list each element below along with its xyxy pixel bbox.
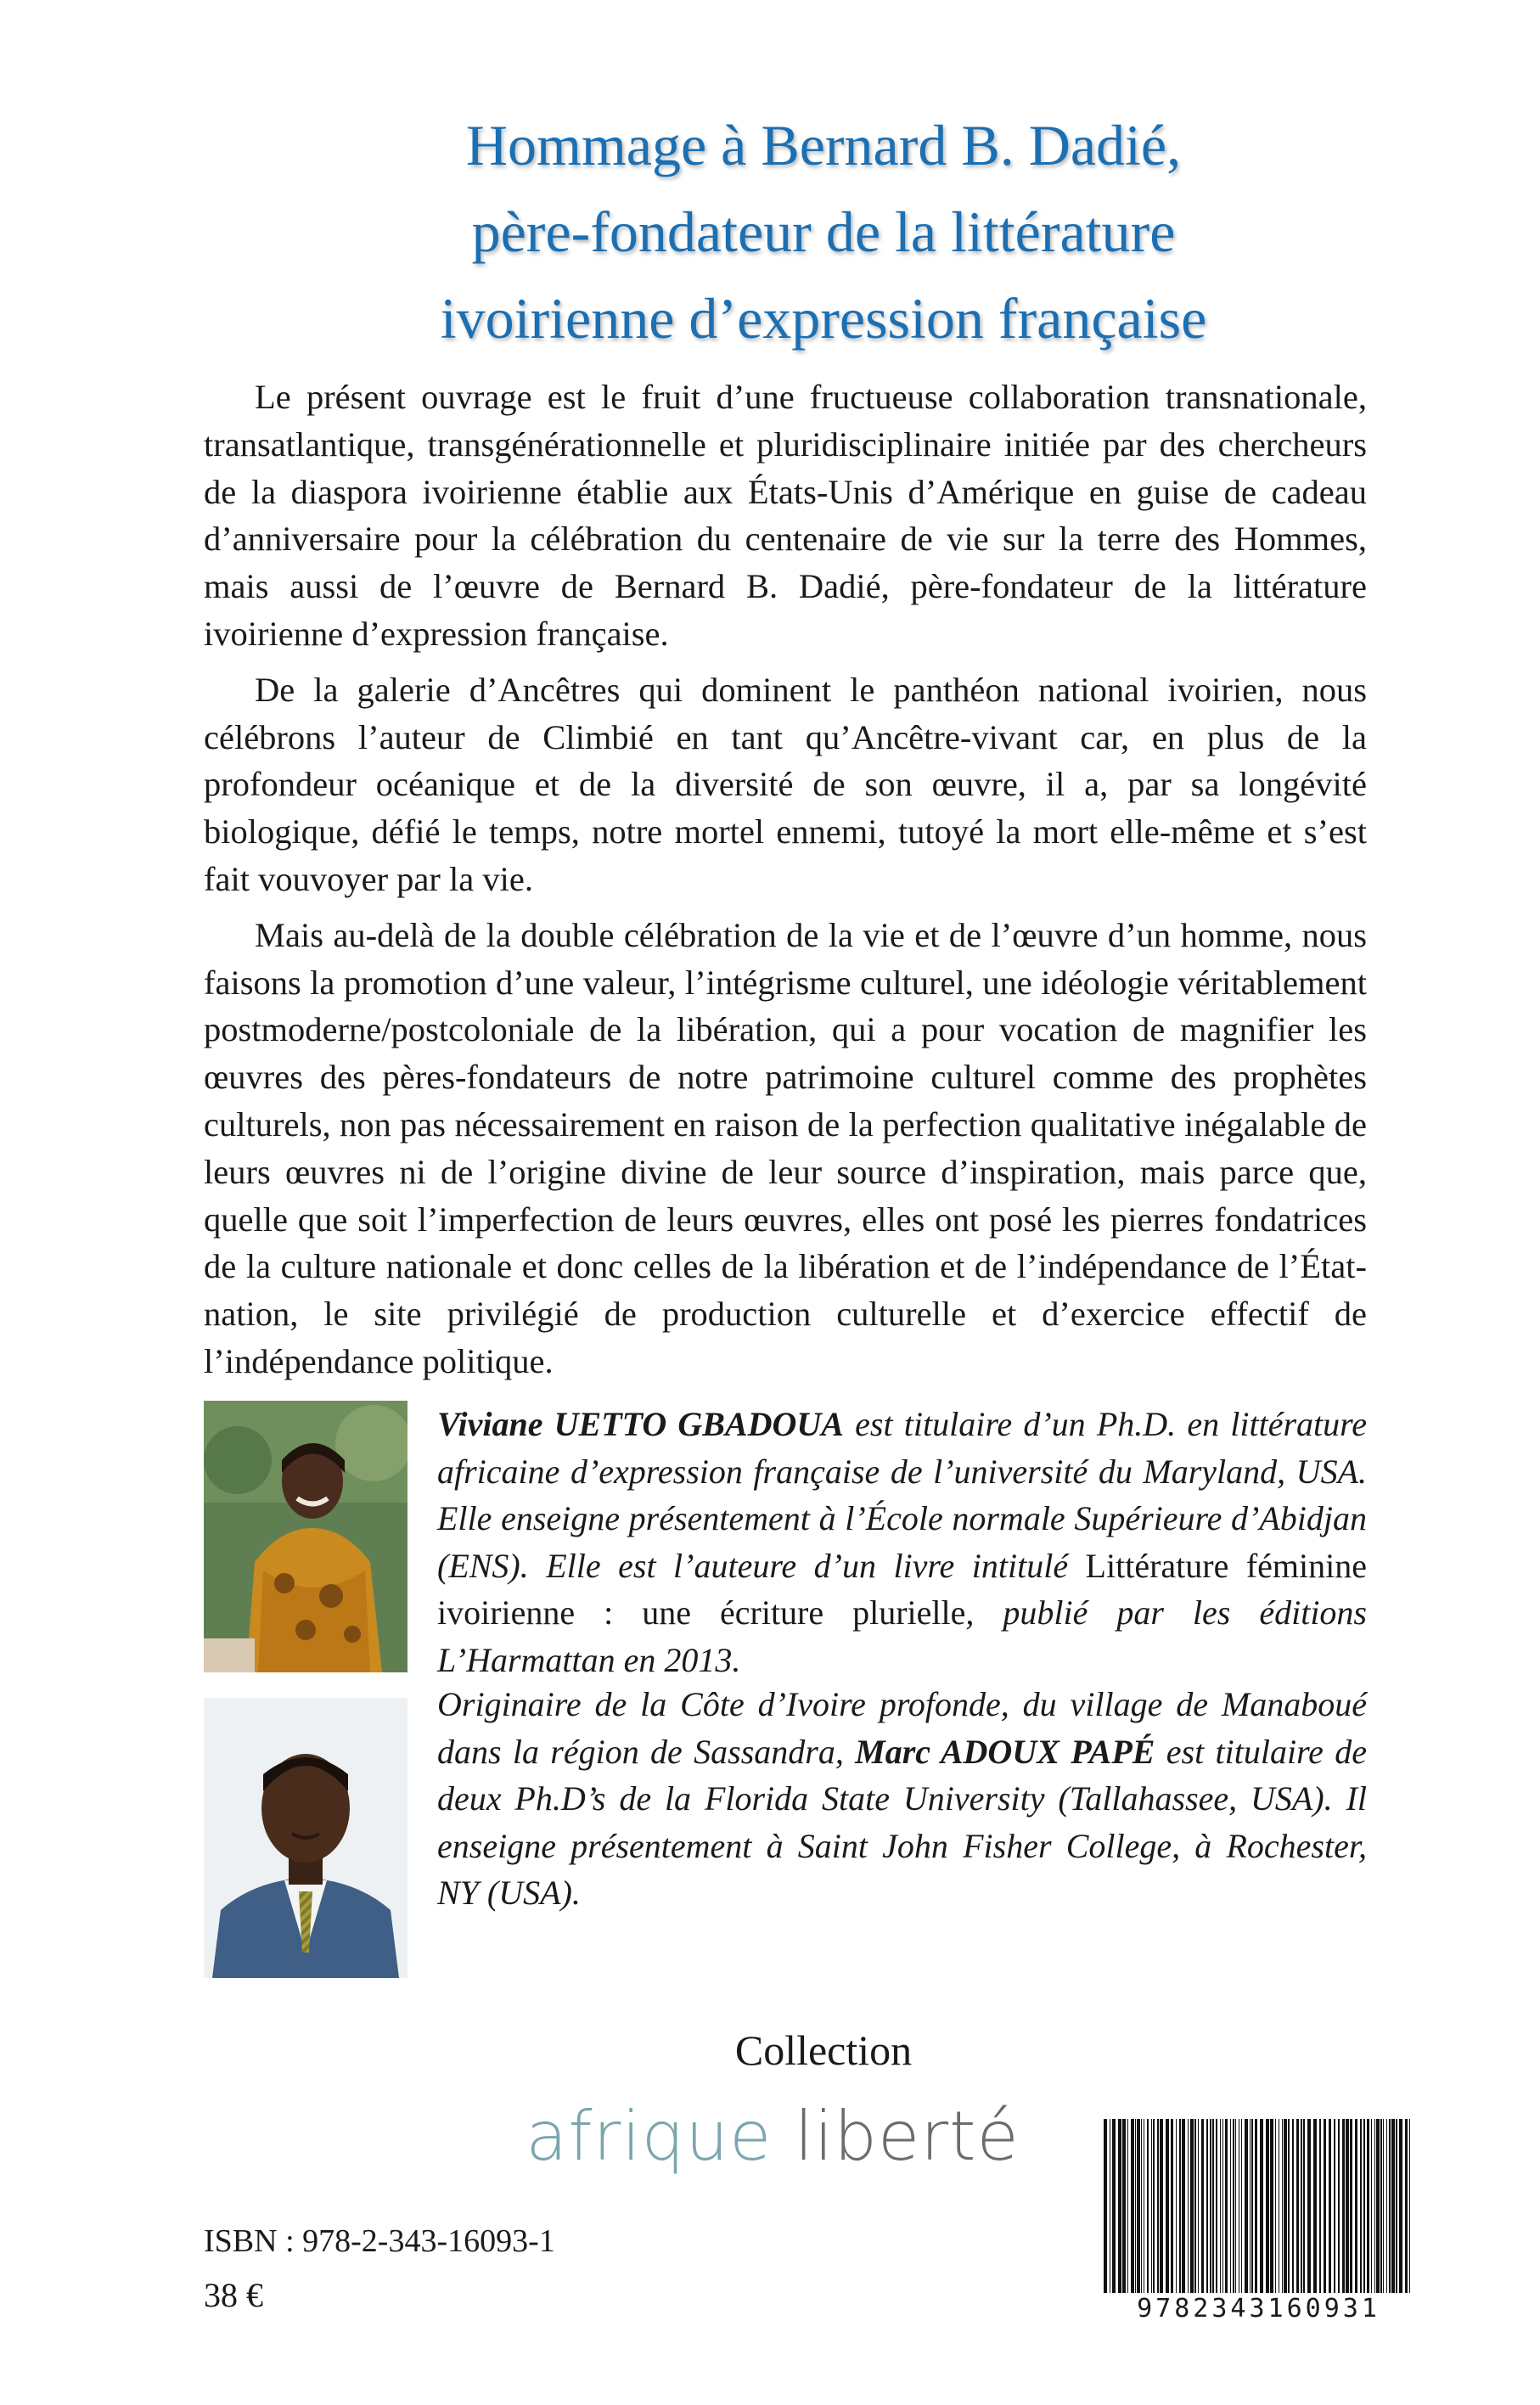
title-line-3: ivoirienne d’expression française xyxy=(440,286,1207,351)
barcode-bar xyxy=(1176,2119,1177,2293)
barcode-bar xyxy=(1179,2119,1181,2293)
barcode-bar xyxy=(1399,2119,1402,2293)
barcode-bar xyxy=(1380,2119,1382,2293)
barcode-bar xyxy=(1338,2119,1340,2293)
barcode-bar xyxy=(1198,2119,1199,2293)
author-bio-1-text xyxy=(437,1401,1367,1684)
isbn: ISBN : 978-2-343-16093-1 xyxy=(204,2223,555,2259)
summary-paragraph-1: Le présent ouvrage est le fruit d’une fructueuse collaboration transnationale, transatlantique, transgénérationnelle et pluridisciplinaire initiée par des chercheurs de la diaspora ivoirienne établie aux États-Unis d’Amérique en guise de cadeau d’anniversaire pour la célébration du centenaire de vie sur la terre des Hommes, mais aussi de l’œuvre de Bernard B. Dadié, père-fondateur de la littérature ivoirienne d’expression française. xyxy=(204,378,1367,653)
barcode-bar xyxy=(1151,2119,1152,2293)
barcode-bar xyxy=(1363,2119,1365,2293)
barcode-bar xyxy=(1245,2119,1248,2293)
barcode-bar xyxy=(1389,2119,1391,2293)
barcode-bar xyxy=(1367,2119,1369,2293)
barcode-bar xyxy=(1104,2119,1107,2293)
barcode-bar xyxy=(1135,2119,1136,2293)
barcode-bar xyxy=(1324,2119,1326,2293)
barcode-bar xyxy=(1147,2119,1149,2293)
barcode-bar xyxy=(1222,2119,1223,2293)
barcode-bar xyxy=(1303,2119,1305,2293)
barcode-bar xyxy=(1160,2119,1163,2293)
barcode-bar xyxy=(1131,2119,1134,2293)
barcode-bar xyxy=(1275,2119,1276,2293)
barcode-bar xyxy=(1220,2119,1221,2293)
collection-name-part-1: afrique xyxy=(526,2097,773,2176)
barcode-bar xyxy=(1371,2119,1372,2293)
barcode-bar xyxy=(1346,2119,1349,2293)
summary-paragraph-3: Mais au-delà de la double célébration de la vie et de l’œuvre d’un homme, nous faisons la promotion d’une valeur, l’intégrisme culturel, une idéologie véritablement postmoderne/postcoloniale de la libération, qui a pour vocation de magnifier les œuvres des pères-fondateurs de notre patrimoine culturel comme des prophètes culturels, non pas nécessairement en raison de la perfection qualitative inégalable de leurs œuvres ni de l’origine divine de leur source d’inspiration, mais parce que, quelle que soit l’imperfection de leurs œuvres, elles ont posé les pierres fondatrices de la culture nationale et donc celles de la libération et de l’indépendance de l’État-nation, le site privilégié de production culturelle et d’exercice effectif de l’indépendance politique. xyxy=(204,915,1367,1380)
barcode-bar xyxy=(1391,2119,1395,2293)
barcode-bar xyxy=(1216,2119,1217,2293)
barcode-bar xyxy=(1182,2119,1185,2293)
barcode xyxy=(1095,2119,1422,2331)
barcode-bar xyxy=(1112,2119,1116,2293)
barcode-bar xyxy=(1396,2119,1397,2293)
barcode-bar xyxy=(1235,2119,1236,2293)
barcode-bar xyxy=(1251,2119,1253,2293)
barcode-bar xyxy=(1212,2119,1214,2293)
summary-paragraph-2: De la galerie d’Ancêtres qui dominent le panthéon national ivoirien, nous célébrons l’auteur de Climbié en tant qu’Ancêtre-vivant car, en plus de la profondeur océanique et de la diversité de son œuvre, il a, par sa longévité biologique, défié le temps, notre mortel ennemi, tutoyé la mort elle-même et s’est fait vouvoyer par la vie. xyxy=(204,670,1367,898)
collection-label: Collection xyxy=(734,2026,913,2074)
barcode-bar xyxy=(1376,2119,1380,2293)
author-bio-1-part-a: est titulaire d’un Ph.D. en littérature africaine d’expression française de l’université du Maryland, USA. Elle enseigne présentement à l’École normale Supérieure d’Abidjan (ENS). Elle est l’auteure d’un livre intitulé xyxy=(437,1405,1368,1585)
barcode-bar xyxy=(1255,2119,1257,2293)
author-photo-man xyxy=(204,1698,407,1978)
barcode-bar xyxy=(1201,2119,1204,2293)
barcode-bar xyxy=(1374,2119,1375,2293)
barcode-bar xyxy=(1166,2119,1169,2293)
barcode-bar xyxy=(1225,2119,1228,2293)
author-name-2: Marc ADOUX PAPÉ xyxy=(855,1732,1155,1771)
barcode-bar xyxy=(1386,2119,1387,2293)
barcode-bar xyxy=(1288,2119,1290,2293)
barcode-bar xyxy=(1296,2119,1299,2293)
barcode-bar xyxy=(1383,2119,1384,2293)
barcode-bar xyxy=(1190,2119,1194,2293)
author-bio-1-part-b: , publié par les éditions L’Harmattan en 2013. xyxy=(437,1593,1367,1679)
barcode-bar xyxy=(1157,2119,1159,2293)
barcode-bar xyxy=(1230,2119,1231,2293)
barcode-bar xyxy=(1405,2119,1408,2293)
barcode-bar xyxy=(1122,2119,1126,2293)
barcode-bar xyxy=(1266,2119,1269,2293)
barcode-bar xyxy=(1210,2119,1211,2293)
barcode-bar xyxy=(1350,2119,1352,2293)
barcode-digits: 9782343160931 xyxy=(1095,2294,1422,2324)
barcode-bar xyxy=(1292,2119,1294,2293)
barcode-bar xyxy=(1137,2119,1140,2293)
barcode-bar xyxy=(1270,2119,1273,2293)
barcode-bar xyxy=(1250,2119,1251,2293)
collection-logo xyxy=(501,2097,1044,2176)
author-photo-woman xyxy=(204,1401,407,1672)
barcode-bar xyxy=(1409,2119,1410,2293)
barcode-bar xyxy=(1194,2119,1196,2293)
author-bio-2-text xyxy=(437,1681,1367,1917)
barcode-bar xyxy=(1282,2119,1283,2293)
author-bio-2-part-a: Originaire de la Côte d’Ivoire profonde, du village de Manaboué dans la région de Sassandra, xyxy=(437,1685,1367,1771)
barcode-bar xyxy=(1241,2119,1242,2293)
barcode-bar xyxy=(1355,2119,1357,2293)
barcode-bar xyxy=(1329,2119,1331,2293)
barcode-bar xyxy=(1188,2119,1189,2293)
barcode-bar xyxy=(1153,2119,1155,2293)
barcode-bars xyxy=(1095,2119,1422,2293)
barcode-bar xyxy=(1307,2119,1311,2293)
title-line-2: père-fondateur de la littérature xyxy=(471,199,1176,264)
barcode-bar xyxy=(1118,2119,1121,2293)
title-line-1: Hommage à Bernard B. Dadié, xyxy=(465,113,1182,177)
author-name-1: Viviane UETTO GBADOUA xyxy=(437,1405,844,1443)
author-bio-2-part-b: est titulaire de deux Ph.D’s de la Florida State University (Tallahassee, USA). Il enseigne présentement à Saint John Fisher College, à Rochester, NY (USA). xyxy=(437,1732,1367,1913)
barcode-bar xyxy=(1360,2119,1362,2293)
cover-title xyxy=(221,102,1426,362)
barcode-bar xyxy=(1260,2119,1263,2293)
barcode-bar xyxy=(1141,2119,1142,2293)
summary-text xyxy=(204,374,1367,1394)
collection-name-part-2: liberté xyxy=(794,2097,1020,2176)
barcode-bar xyxy=(1233,2119,1234,2293)
barcode-bar xyxy=(1334,2119,1335,2293)
barcode-bar xyxy=(1171,2119,1173,2293)
barcode-bar xyxy=(1319,2119,1321,2293)
barcode-bar xyxy=(1301,2119,1302,2293)
barcode-bar xyxy=(1284,2119,1287,2293)
book-title: Littérature féminine ivoirienne : une écriture plurielle xyxy=(437,1546,1367,1632)
price: 38 € xyxy=(204,2276,263,2314)
barcode-bar xyxy=(1313,2119,1317,2293)
barcode-bar xyxy=(1342,2119,1345,2293)
barcode-bar xyxy=(1127,2119,1128,2293)
barcode-bar xyxy=(1206,2119,1208,2293)
